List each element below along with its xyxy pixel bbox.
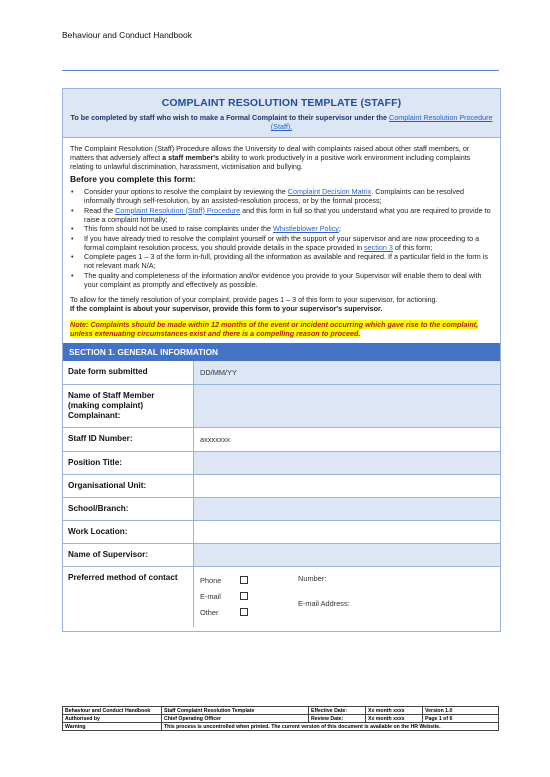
bullet-text: If you have already tried to resolve the complaint yourself or with the support of your supervisor and are now proceeding to a formal complaint resolution process, you should provide details in the space provided in	[84, 233, 480, 252]
date-row	[63, 361, 500, 384]
footer-cell: Page 1 of 6	[423, 715, 499, 723]
number-label: Number:	[298, 573, 327, 583]
bullet-text: Complete pages 1 – 3 of the form in-full, providing all the information as available and required. If a particular field in the form is not relevant mark N/A;	[84, 252, 488, 270]
intro-paragraph	[70, 144, 493, 171]
name-row	[63, 384, 500, 427]
list-item: • Complete pages 1 – 3 of the form in-full, providing all the information as available and required. If a particular field in the form is not relevant mark N/A;	[71, 252, 488, 270]
supervisor-label: Name of Supervisor:	[63, 544, 194, 566]
footer-cell: Chief Operating Officer	[162, 715, 309, 723]
footer-cell: Staff Complaint Resolution Template	[162, 707, 309, 715]
org-unit-field[interactable]	[194, 475, 500, 497]
email-address-label: E-mail Address:	[298, 598, 350, 608]
footer-row	[63, 707, 499, 715]
intro-section	[63, 138, 500, 317]
footer-cell: Xx month xxxx	[366, 707, 423, 715]
contact-option-email[interactable]	[200, 592, 292, 601]
org-unit-label: Organisational Unit:	[63, 475, 194, 497]
footer-cell: Xx month xxxx	[366, 715, 423, 723]
bullet-text: This form should not be used to raise complaints under the	[84, 224, 273, 233]
supervisor-row	[63, 543, 500, 566]
email-checkbox[interactable]	[240, 592, 248, 600]
staff-id-row	[63, 427, 500, 451]
deadline-note-text: Note: Complaints should be made within 12 months of the event or incident occurring which gave rise to the complaint, unless extenuating circumstances exist and there is a compelling reason to proceed.	[70, 319, 479, 338]
footer-cell: Review Date:	[309, 715, 366, 723]
name-field[interactable]	[194, 385, 500, 427]
list-item: • The quality and completeness of the information and/or evidence you provide to your Supervisor will enable them to deal with your complaint as promptly and effectively as possible.	[71, 270, 482, 289]
email-option-label: E-mail	[200, 591, 221, 601]
decision-matrix-link[interactable]: Complaint Decision Matrix	[287, 187, 372, 196]
name-label: Name of Staff Member (making complaint) Complainant:	[63, 385, 194, 427]
general-info-table	[63, 361, 500, 631]
work-location-label: Work Location:	[63, 521, 194, 543]
school-field[interactable]	[194, 498, 500, 520]
contact-field	[194, 567, 500, 631]
contact-label: Preferred method of contact	[63, 567, 194, 627]
bullet-text: The quality and completeness of the information and/or evidence you provide to your Supervisor will enable them to deal with your complaint as promptly and effectively as possible.	[84, 270, 482, 289]
footer-cell: Authorised by	[63, 715, 162, 723]
supervisor-field[interactable]	[194, 544, 500, 566]
date-field[interactable]: DD/MM/YY	[194, 361, 500, 384]
deadline-note	[63, 317, 500, 343]
footer-cell: Warning	[63, 723, 162, 731]
list-item: • This form should not be used to raise complaints under the Whistleblower Policy;	[71, 224, 341, 233]
footer-row	[63, 715, 499, 723]
position-row	[63, 451, 500, 474]
allow-paragraph	[70, 295, 493, 313]
other-option-label: Other	[200, 607, 219, 617]
bullet-text: Read the	[84, 205, 116, 215]
footer-cell: Version 1.0	[423, 707, 499, 715]
footer-row	[63, 723, 499, 731]
header-rule	[62, 70, 499, 71]
list-item: • Consider your options to resolve the complaint by reviewing the Complaint Decision Matrix. Complaints can be resolved informally through self-resolution, by an assisted-resolution process, or by the formal process;	[71, 187, 464, 205]
work-location-field[interactable]	[194, 521, 500, 543]
phone-checkbox[interactable]	[240, 576, 248, 584]
subtitle-text: To be completed by staff who wish to make a Formal Complaint to their supervisor under the	[70, 113, 390, 122]
intro-bold: a staff member's	[162, 153, 219, 162]
contact-row	[63, 566, 500, 631]
intro-text: The Complaint Resolution (Staff) Procedure allows the University to deal with complaints raised about other staff members, or matters that adversely affect	[70, 144, 470, 162]
bullet-text: ;	[338, 224, 341, 233]
footer-cell: This process is uncontrolled when printed. The current version of this document is available on the HR Website.	[162, 723, 499, 731]
footer-cell: Effective Date:	[309, 707, 366, 715]
form-subtitle	[69, 113, 494, 131]
footer-cell: Behaviour and Conduct Handbook	[63, 707, 162, 715]
section-3-link[interactable]: section 3	[364, 242, 393, 252]
position-field[interactable]	[194, 452, 500, 474]
org-unit-row	[63, 474, 500, 497]
allow-bold: If the complaint is about your supervisor, provide this form to your supervisor's supervisor.	[70, 303, 383, 313]
intro-text-end: ability to work productively in a positive work environment including complaints relating to unlawful discrimination, harassment, victimisation and bullying.	[70, 153, 471, 171]
section-1-heading: SECTION 1. GENERAL INFORMATION	[63, 343, 500, 361]
bullet-text: . Complaints can be resolved informally through self-resolution, by an assisted-resolution process, or by the formal process;	[84, 187, 464, 205]
complaint-form	[62, 88, 501, 632]
form-title-block	[63, 89, 500, 138]
form-title: COMPLAINT RESOLUTION TEMPLATE (STAFF)	[161, 97, 402, 109]
complaint-procedure-link[interactable]: Complaint Resolution Procedure (Staff).	[270, 113, 493, 131]
list-item: • Read the Complaint Resolution (Staff) Procedure and this form in full so that you understand what you are required to provide to raise a complaint formally;	[71, 205, 491, 224]
school-label: School/Branch:	[63, 498, 194, 520]
instructions-list	[70, 187, 493, 289]
phone-option-label: Phone	[200, 575, 222, 585]
before-heading: Before you complete this form:	[70, 174, 196, 184]
document-header-title: Behaviour and Conduct Handbook	[62, 30, 192, 40]
staff-id-field[interactable]: axxxxxxx	[194, 428, 500, 451]
staff-id-label: Staff ID Number:	[63, 428, 194, 451]
procedure-link[interactable]: Complaint Resolution (Staff) Procedure	[115, 205, 241, 215]
bullet-text: of this form;	[392, 242, 433, 252]
contact-option-other[interactable]	[200, 608, 292, 617]
document-footer	[62, 706, 499, 731]
allow-text: To allow for the timely resolution of your complaint, provide pages 1 – 3 of this form to your supervisor, for actioning.	[70, 294, 438, 304]
bullet-text: Consider your options to resolve the complaint by reviewing the	[84, 187, 288, 196]
school-row	[63, 497, 500, 520]
whistleblower-policy-link[interactable]: Whistleblower Policy	[272, 224, 339, 233]
position-label: Position Title:	[63, 452, 194, 474]
date-label: Date form submitted	[63, 361, 194, 384]
other-checkbox[interactable]	[240, 608, 248, 616]
bullet-text: and this form in full so that you understand what you are required to provide to raise a complaint formally;	[84, 205, 491, 224]
contact-option-phone[interactable]	[200, 576, 292, 585]
list-item: • If you have already tried to resolve the complaint yourself or with the support of your supervisor and are now proceeding to a formal complaint resolution process, you should provide details in the space provided in section 3 of this form;	[71, 233, 480, 252]
work-location-row	[63, 520, 500, 543]
